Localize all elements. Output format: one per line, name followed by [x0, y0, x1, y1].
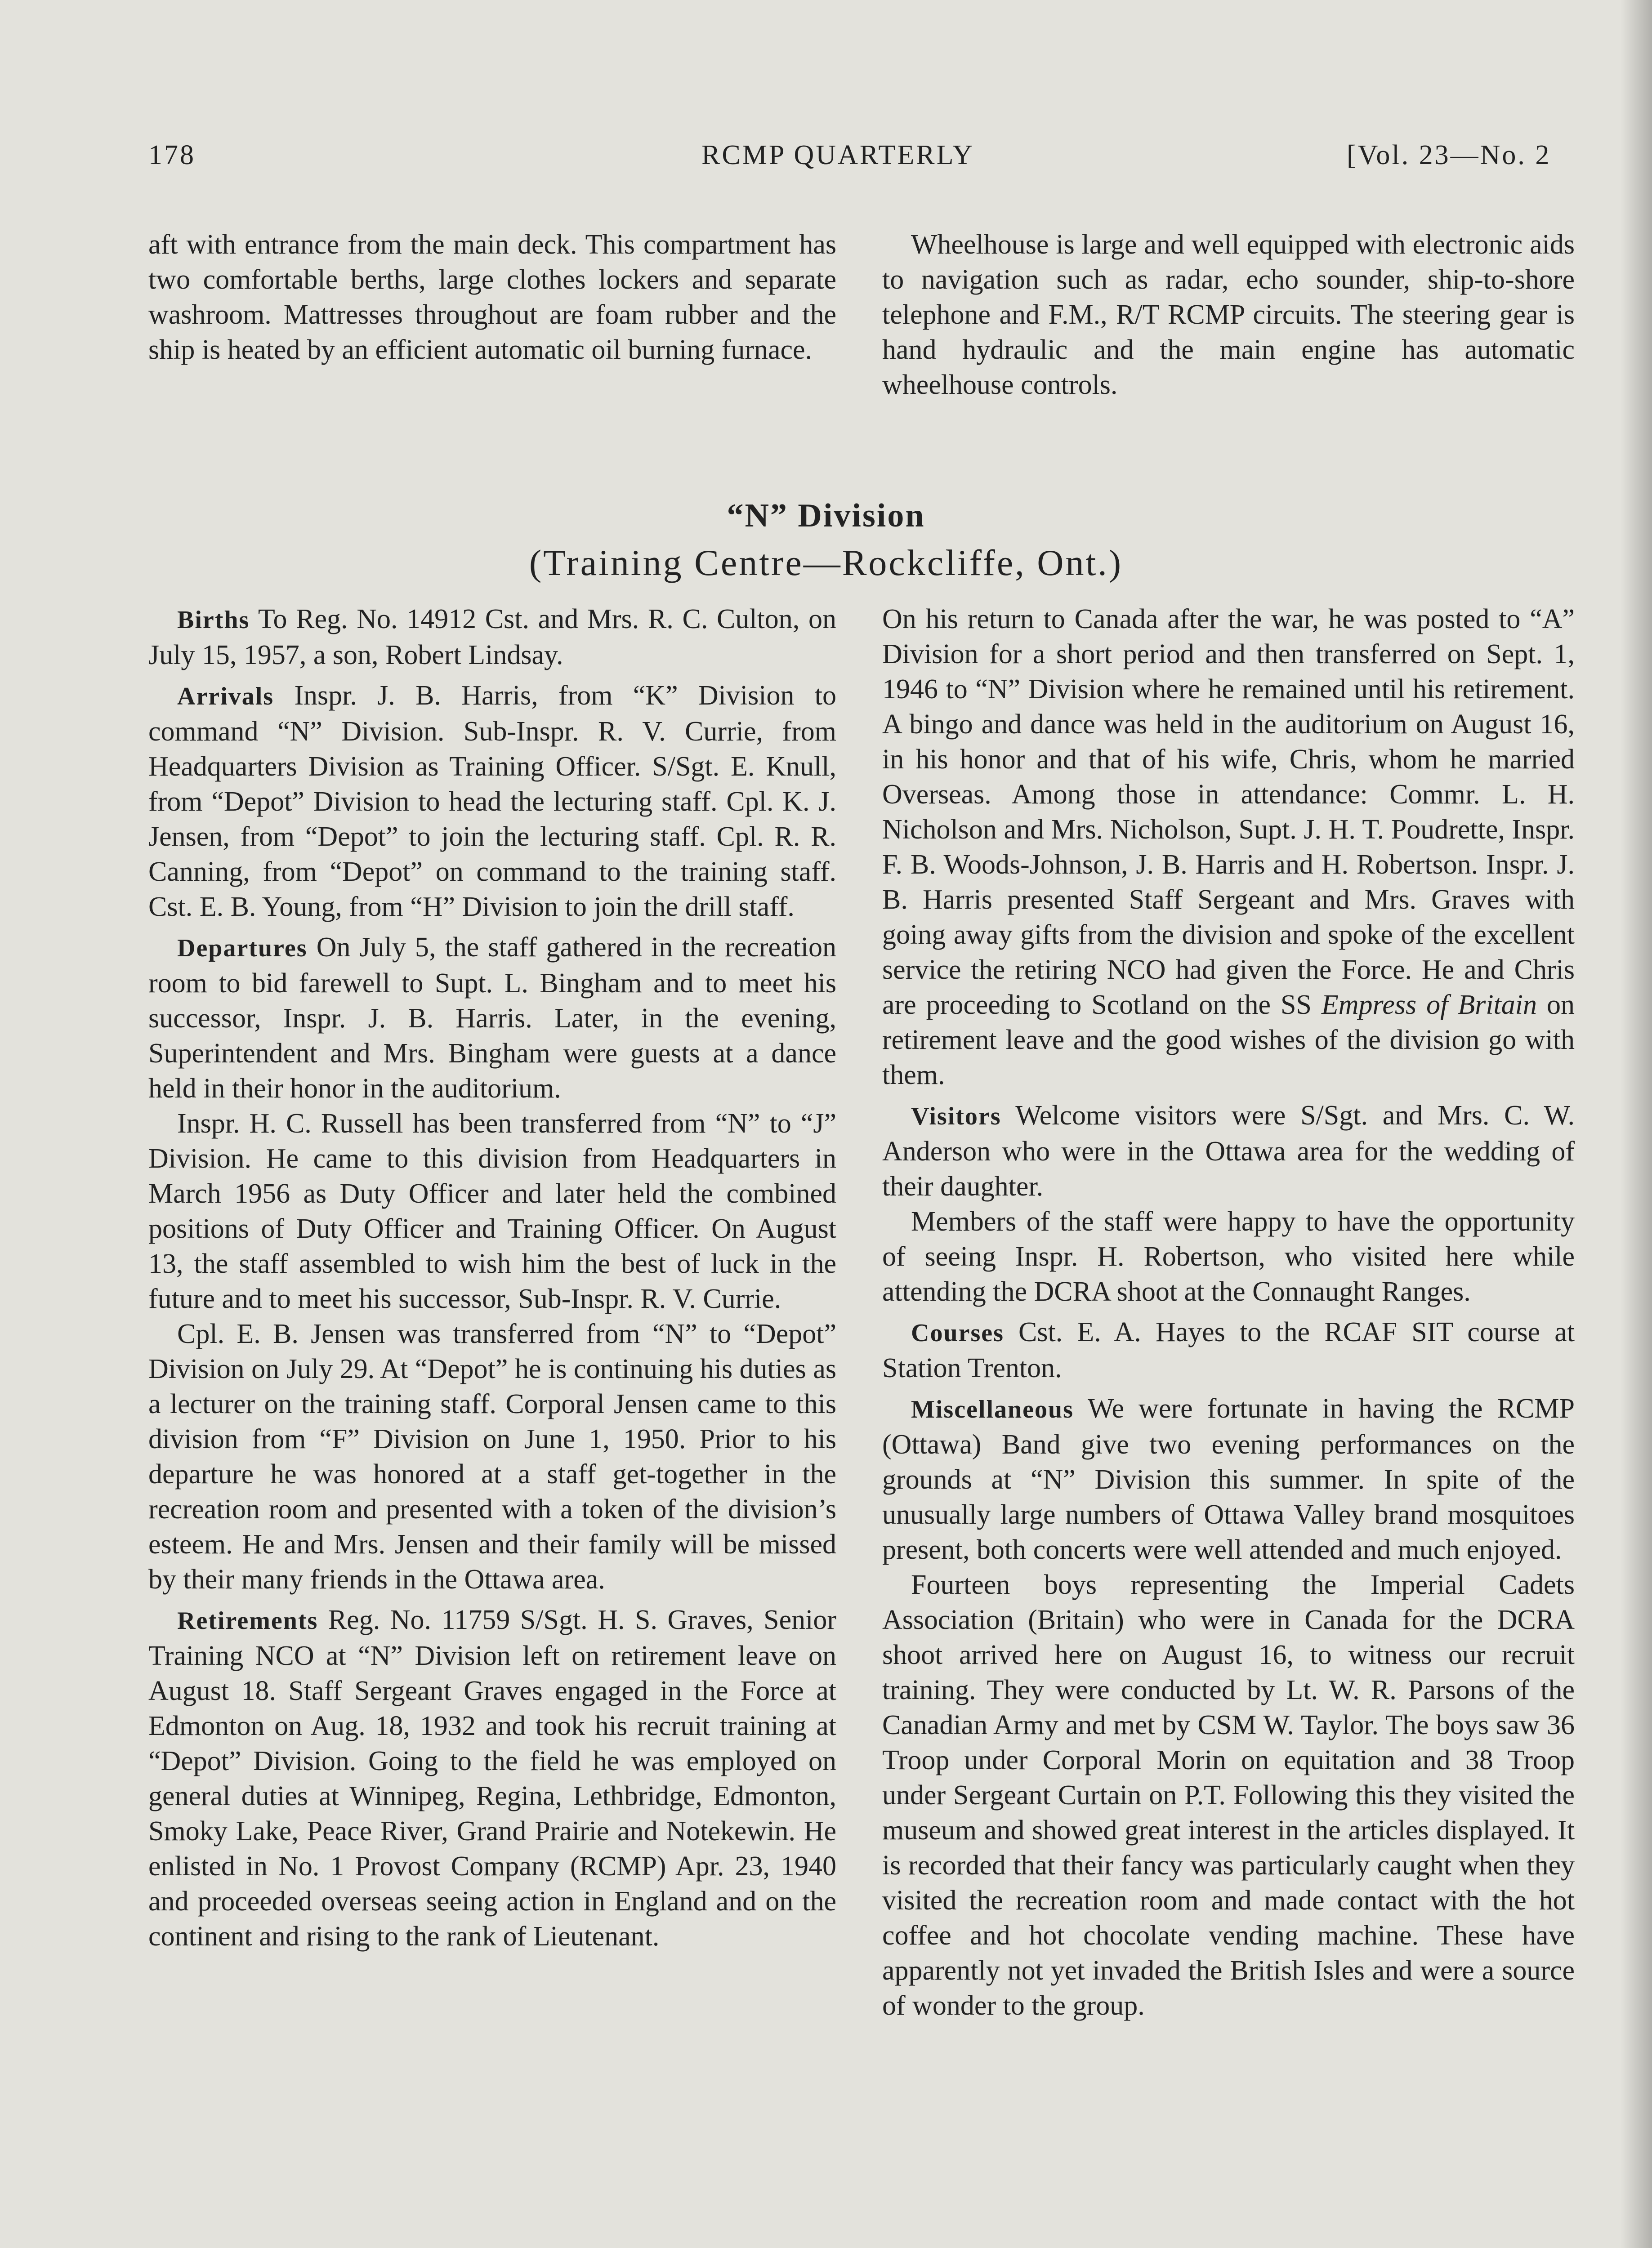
ship-name: Empress of Britain: [1321, 990, 1537, 1020]
departures-paragraph: [148, 930, 836, 1106]
miscellaneous-text: We were fortunate in having the RCMP (Ottawa) Band give two evening performances on the grounds at “N” Division this summer. In spite of the unusually large numbers of Ottawa Valley brand mosquitoes present, both concerts were well attended and much enjoyed.: [882, 1393, 1575, 1565]
continued-paragraph-left: aft with entrance from the main deck. This compartment has two comfortable berths, large clothes lockers and separate washroom. Mattresses throughout are foam rubber and the ship is heated by an efficient automatic oil burning furnace.: [148, 229, 836, 365]
visitors-heading: Visitors: [911, 1102, 1001, 1130]
right-column: [882, 602, 1575, 2023]
top-right-column: [882, 227, 1575, 402]
births-text: To Reg. No. 14912 Cst. and Mrs. R. C. Culton, on July 15, 1957, a son, Robert Lindsay.: [148, 604, 836, 670]
russell-paragraph: Inspr. H. C. Russell has been transferred from “N” to “J” Division. He came to this division from Headquarters in March 1956 as Duty Officer and later held the combined positions of Duty Officer and Training Officer. On August 13, the staff assembled to wish him the best of luck in the future and to meet his successor, Sub-Inspr. R. V. Currie.: [148, 1108, 836, 1314]
retirements-heading: Retirements: [177, 1607, 318, 1635]
courses-heading: Courses: [911, 1319, 1004, 1347]
arrivals-paragraph: [148, 678, 836, 924]
retirement-text-after: on retirement leave and the good wishes of the division go with them.: [882, 990, 1575, 1090]
page-edge-shadow: [1621, 0, 1652, 2248]
retirements-paragraph: [148, 1602, 836, 1954]
visitors-paragraph: [882, 1098, 1575, 1204]
courses-paragraph: [882, 1315, 1575, 1386]
arrivals-text: Inspr. J. B. Harris, from “K” Division to command “N” Division. Sub-Inspr. R. V. Currie, from Headquarters Division as Training Officer. S/Sgt. E. Knull, from “Depot” Division to head the lecturing staff. Cpl. K. J. Jensen, from “Depot” to join the lecturing staff. Cpl. R. R. Canning, from “Depot” on command to the training staff. Cst. E. B. Young, from “H” Division to join the drill staff.: [148, 680, 836, 922]
left-column: [148, 602, 836, 1954]
births-paragraph: [148, 602, 836, 673]
page-number: 178: [148, 140, 196, 170]
cadets-paragraph: Fourteen boys representing the Imperial Cadets Association (Britain) who were in Canada for the DCRA shoot arrived here on August 16, to witness our recruit training. They were conducted by Lt. W. R. Parsons of the Canadian Army and met by CSM W. Taylor. The boys saw 36 Troop under Corporal Morin on equitation and 38 Troop under Sergeant Curtain on P.T. Following this they visited the museum and showed great interest in the articles displayed. It is recorded that their fancy was particularly caught when they visited the recreation room and made contact with the hot coffee and hot chocolate vending machine. These have apparently not yet invaded the British Isles and were a source of wonder to the group.: [882, 1570, 1575, 2021]
top-left-column: [148, 227, 836, 367]
jensen-paragraph: Cpl. E. B. Jensen was transferred from “N” to “Depot” Division on July 29. At “Depot” he is continuing his duties as a lecturer on the training staff. Corporal Jensen came to this division from “F” Division on June 1, 1950. Prior to his departure he was honored at a staff get-together in the recreation room and presented with a token of the division’s esteem. He and Mrs. Jensen and their family will be missed by their many friends in the Ottawa area.: [148, 1319, 836, 1595]
departures-text: On July 5, the staff gathered in the recreation room to bid farewell to Supt. L. Bingham and to meet his successor, Inspr. J. B. Harris. Later, in the evening, Superintendent and Mrs. Bingham were guests at a dance held in their honor in the auditorium.: [148, 932, 837, 1104]
section-subtitle: (Training Centre—Rockcliffe, Ont.): [529, 542, 1123, 583]
volume-label: [Vol. 23—No. 2: [1347, 140, 1551, 170]
courses-text: Cst. E. A. Hayes to the RCAF SIT course at Station Trenton.: [882, 1317, 1575, 1383]
miscellaneous-paragraph: [882, 1391, 1575, 1567]
section-title: “N” Division: [727, 497, 925, 534]
retirement-continued-paragraph: [882, 602, 1575, 1093]
miscellaneous-heading: Miscellaneous: [911, 1396, 1074, 1423]
departures-heading: Departures: [177, 934, 308, 962]
visitors-text: Welcome visitors were S/Sgt. and Mrs. C. W. Anderson who were in the Ottawa area for the wedding of their daughter.: [882, 1100, 1575, 1202]
running-title: RCMP QUARTERLY: [701, 140, 975, 170]
arrivals-heading: Arrivals: [177, 682, 274, 710]
retirement-text-before: On his return to Canada after the war, he was posted to “A” Division for a short period and then transferred on Sept. 1, 1946 to “N” Division where he remained until his retirement. A bingo and dance was held in the auditorium on August 16, in his honor and that of his wife, Chris, whom he married Overseas. Among those in attendance: Commr. L. H. Nicholson and Mrs. Nicholson, Supt. J. H. T. Poudrette, Inspr. F. B. Woods-Johnson, J. B. Harris and H. Robertson. Inspr. J. B. Harris presented Staff Sergeant and Mrs. Graves with going away gifts from the division and spoke of the excellent service the retiring NCO had given the Force. He and Chris are proceeding to Scotland on the SS: [882, 604, 1575, 1020]
robertson-paragraph: Members of the staff were happy to have the opportunity of seeing Inspr. H. Robertson, who visited here while attending the DCRA shoot at the Connaught Ranges.: [882, 1206, 1575, 1307]
continued-paragraph-right: Wheelhouse is large and well equipped with electronic aids to navigation such as radar, echo sounder, ship-to-shore telephone and F.M., R/T RCMP circuits. The steering gear is hand hydraulic and the main engine has automatic wheelhouse controls.: [882, 229, 1575, 400]
births-heading: Births: [177, 606, 250, 634]
retirements-text: Reg. No. 11759 S/Sgt. H. S. Graves, Senior Training NCO at “N” Division left on retirement leave on August 18. Staff Sergeant Graves engaged in the Force at Edmonton on Aug. 18, 1932 and took his recruit training at “Depot” Division. Going to the field he was employed on general duties at Winnipeg, Regina, Lethbridge, Edmonton, Smoky Lake, Peace River, Grand Prairie and Notekewin. He enlisted in No. 1 Provost Company (RCMP) Apr. 23, 1940 and proceeded overseas seeing action in England and on the continent and rising to the rank of Lieutenant.: [148, 1605, 836, 1952]
